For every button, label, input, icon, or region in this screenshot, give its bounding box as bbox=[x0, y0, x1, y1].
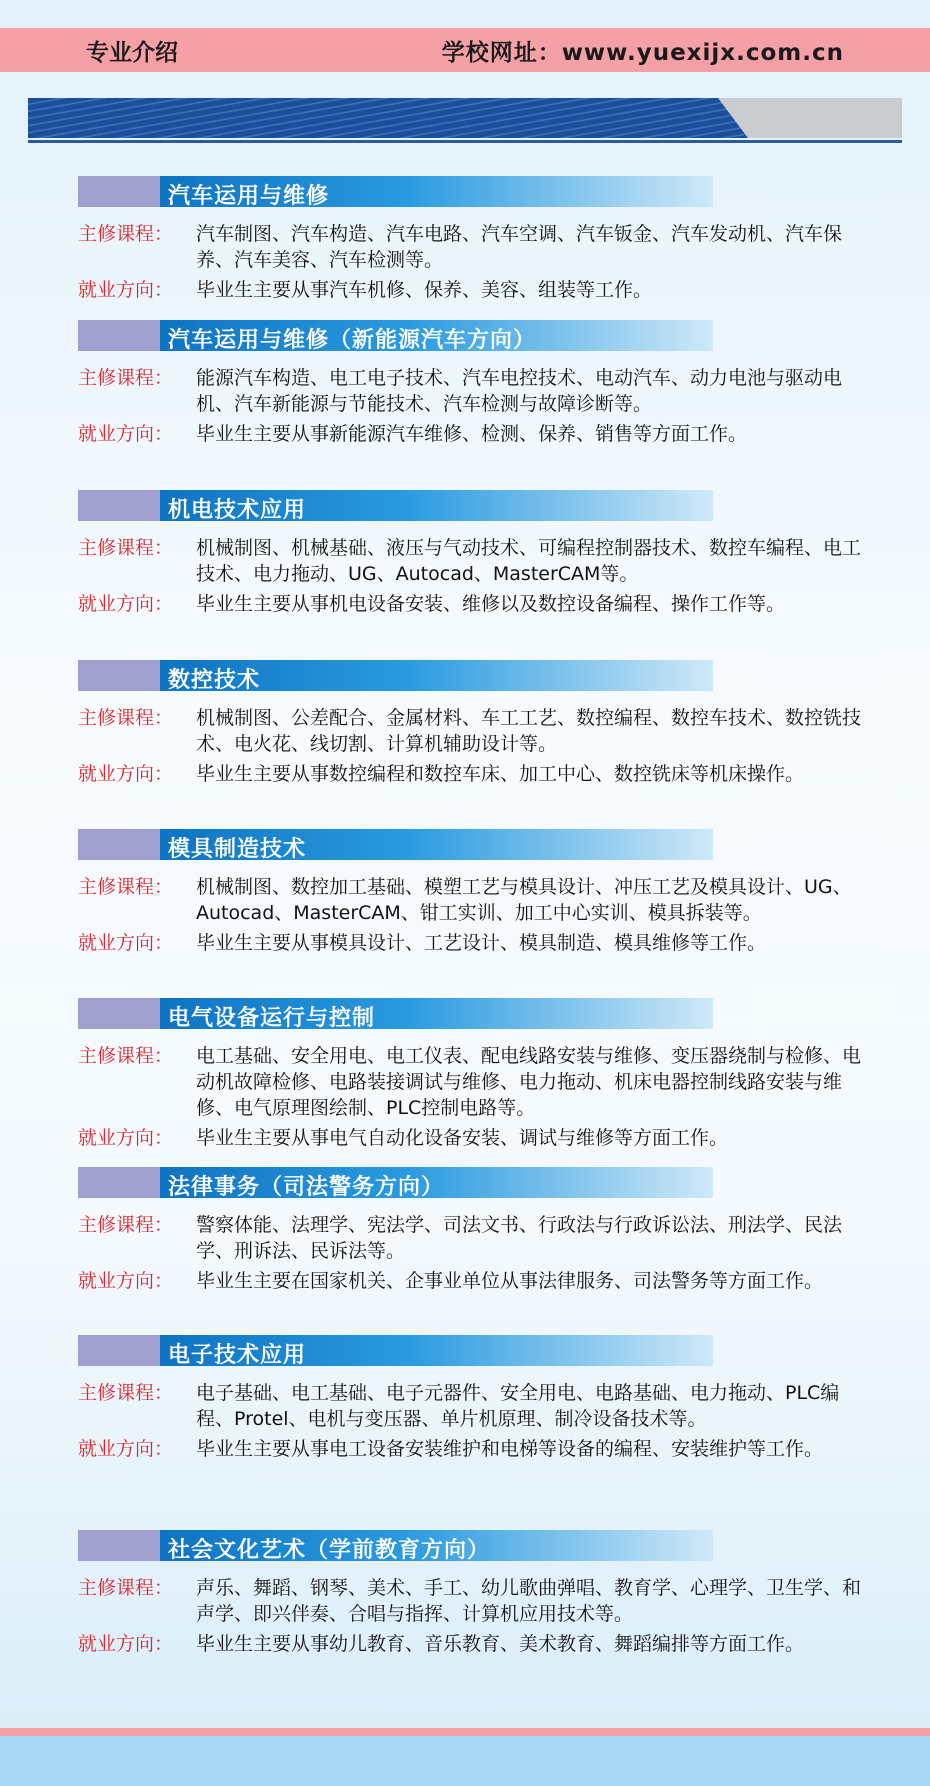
jobs-label: 就业方向： bbox=[78, 1633, 174, 1655]
courses-row bbox=[78, 1043, 868, 1121]
courses-label: 主修课程： bbox=[78, 223, 174, 245]
courses-label: 主修课程： bbox=[78, 1382, 174, 1404]
section-new-energy bbox=[78, 320, 868, 447]
jobs-row bbox=[78, 1125, 868, 1151]
courses-text: 机械制图、公差配合、金属材料、车工工艺、数控编程、数控车技术、数控铣技术、电火花、线切割、计算机辅助设计等。 bbox=[196, 707, 862, 755]
jobs-label: 就业方向： bbox=[78, 932, 174, 954]
courses-row bbox=[78, 874, 868, 926]
courses-row bbox=[78, 1380, 868, 1432]
jobs-text: 毕业生主要从事数控编程和数控车床、加工中心、数控铣床等机床操作。 bbox=[196, 763, 805, 785]
courses-row bbox=[78, 221, 868, 273]
section-header bbox=[78, 660, 713, 691]
courses-text: 汽车制图、汽车构造、汽车电路、汽车空调、汽车钣金、汽车发动机、汽车保养、汽车美容、汽车检测等。 bbox=[196, 223, 843, 271]
section-title: 电气设备运行与控制 bbox=[168, 1006, 376, 1031]
jobs-text: 毕业生主要从事新能源汽车维修、检测、保养、销售等方面工作。 bbox=[196, 423, 748, 445]
header-title: 专业介绍 bbox=[86, 40, 178, 66]
section-electronics bbox=[78, 1335, 868, 1462]
bottom-blue-band bbox=[0, 1736, 930, 1786]
jobs-row bbox=[78, 1436, 868, 1462]
jobs-row bbox=[78, 1268, 868, 1294]
section-mechatronics bbox=[78, 490, 868, 617]
section-electrical bbox=[78, 998, 868, 1151]
section-title: 机电技术应用 bbox=[168, 498, 307, 523]
courses-label: 主修课程： bbox=[78, 537, 174, 559]
jobs-row bbox=[78, 761, 868, 787]
section-title: 社会文化艺术（学前教育方向） bbox=[168, 1538, 491, 1563]
courses-text: 电子基础、电工基础、电子元器件、安全用电、电路基础、电力拖动、PLC编程、Protel、电机与变压器、单片机原理、制冷设备技术等。 bbox=[196, 1382, 840, 1430]
courses-label: 主修课程： bbox=[78, 707, 174, 729]
courses-row bbox=[78, 1212, 868, 1264]
jobs-label: 就业方向： bbox=[78, 593, 174, 615]
courses-text: 能源汽车构造、电工电子技术、汽车电控技术、电动汽车、动力电池与驱动电机、汽车新能源与节能技术、汽车检测与故障诊断等。 bbox=[196, 367, 843, 415]
courses-row bbox=[78, 535, 868, 587]
jobs-text: 毕业生主要从事汽车机修、保养、美容、组装等工作。 bbox=[196, 279, 653, 301]
school-website[interactable]: 学校网址：www.yuexijx.com.cn bbox=[441, 40, 844, 66]
jobs-text: 毕业生主要从事电工设备安装维护和电梯等设备的编程、安装维护等工作。 bbox=[196, 1438, 824, 1460]
jobs-label: 就业方向： bbox=[78, 1438, 174, 1460]
section-header bbox=[78, 998, 713, 1029]
jobs-text: 毕业生主要从事模具设计、工艺设计、模具制造、模具维修等工作。 bbox=[196, 932, 767, 954]
courses-row bbox=[78, 365, 868, 417]
jobs-row bbox=[78, 930, 868, 956]
top-banner bbox=[0, 28, 930, 72]
section-header bbox=[78, 1335, 713, 1366]
section-title: 汽车运用与维修 bbox=[168, 184, 330, 209]
jobs-row bbox=[78, 591, 868, 617]
jobs-text: 毕业生主要在国家机关、企事业单位从事法律服务、司法警务等方面工作。 bbox=[196, 1270, 824, 1292]
section-header bbox=[78, 1530, 713, 1561]
section-cnc bbox=[78, 660, 868, 787]
section-header bbox=[78, 176, 713, 207]
section-preschool bbox=[78, 1530, 868, 1657]
jobs-label: 就业方向： bbox=[78, 763, 174, 785]
courses-label: 主修课程： bbox=[78, 367, 174, 389]
jobs-row bbox=[78, 421, 868, 447]
courses-row bbox=[78, 705, 868, 757]
section-header bbox=[78, 829, 713, 860]
section-title: 数控技术 bbox=[168, 668, 261, 693]
courses-text: 机械制图、数控加工基础、模塑工艺与模具设计、冲压工艺及模具设计、UG、Autocad、MasterCAM、钳工实训、加工中心实训、模具拆装等。 bbox=[196, 876, 852, 924]
jobs-label: 就业方向： bbox=[78, 1127, 174, 1149]
section-auto-repair bbox=[78, 176, 868, 303]
courses-text: 电工基础、安全用电、电工仪表、配电线路安装与维修、变压器绕制与检修、电动机故障检修、电路装接调试与维修、电力拖动、机床电器控制线路安装与维修、电气原理图绘制、PLC控制电路等。 bbox=[196, 1045, 862, 1119]
jobs-text: 毕业生主要从事幼儿教育、音乐教育、美术教育、舞蹈编排等方面工作。 bbox=[196, 1633, 805, 1655]
jobs-text: 毕业生主要从事机电设备安装、维修以及数控设备编程、操作工作等。 bbox=[196, 593, 786, 615]
courses-label: 主修课程： bbox=[78, 1045, 174, 1067]
section-title: 汽车运用与维修（新能源汽车方向） bbox=[168, 328, 537, 353]
bottom-pink-band bbox=[0, 1728, 930, 1736]
decorative-stripe bbox=[28, 98, 902, 144]
section-header bbox=[78, 490, 713, 521]
jobs-label: 就业方向： bbox=[78, 279, 174, 301]
courses-label: 主修课程： bbox=[78, 876, 174, 898]
courses-label: 主修课程： bbox=[78, 1577, 174, 1599]
jobs-row bbox=[78, 1631, 868, 1657]
courses-text: 机械制图、机械基础、液压与气动技术、可编程控制器技术、数控车编程、电工技术、电力拖动、UG、Autocad、MasterCAM等。 bbox=[196, 537, 862, 585]
section-title: 模具制造技术 bbox=[168, 837, 307, 862]
section-header bbox=[78, 320, 713, 351]
jobs-row bbox=[78, 277, 868, 303]
courses-label: 主修课程： bbox=[78, 1214, 174, 1236]
section-mold bbox=[78, 829, 868, 956]
section-title: 电子技术应用 bbox=[168, 1343, 307, 1368]
jobs-label: 就业方向： bbox=[78, 423, 174, 445]
jobs-text: 毕业生主要从事电气自动化设备安装、调试与维修等方面工作。 bbox=[196, 1127, 729, 1149]
courses-row bbox=[78, 1575, 868, 1627]
courses-text: 声乐、舞蹈、钢琴、美术、手工、幼儿歌曲弹唱、教育学、心理学、卫生学、和声学、即兴伴奏、合唱与指挥、计算机应用技术等。 bbox=[196, 1577, 862, 1625]
section-title: 法律事务（司法警务方向） bbox=[168, 1175, 445, 1200]
jobs-label: 就业方向： bbox=[78, 1270, 174, 1292]
courses-text: 警察体能、法理学、宪法学、司法文书、行政法与行政诉讼法、刑法学、民法学、刑诉法、民诉法等。 bbox=[196, 1214, 843, 1262]
section-header bbox=[78, 1167, 713, 1198]
section-law bbox=[78, 1167, 868, 1294]
